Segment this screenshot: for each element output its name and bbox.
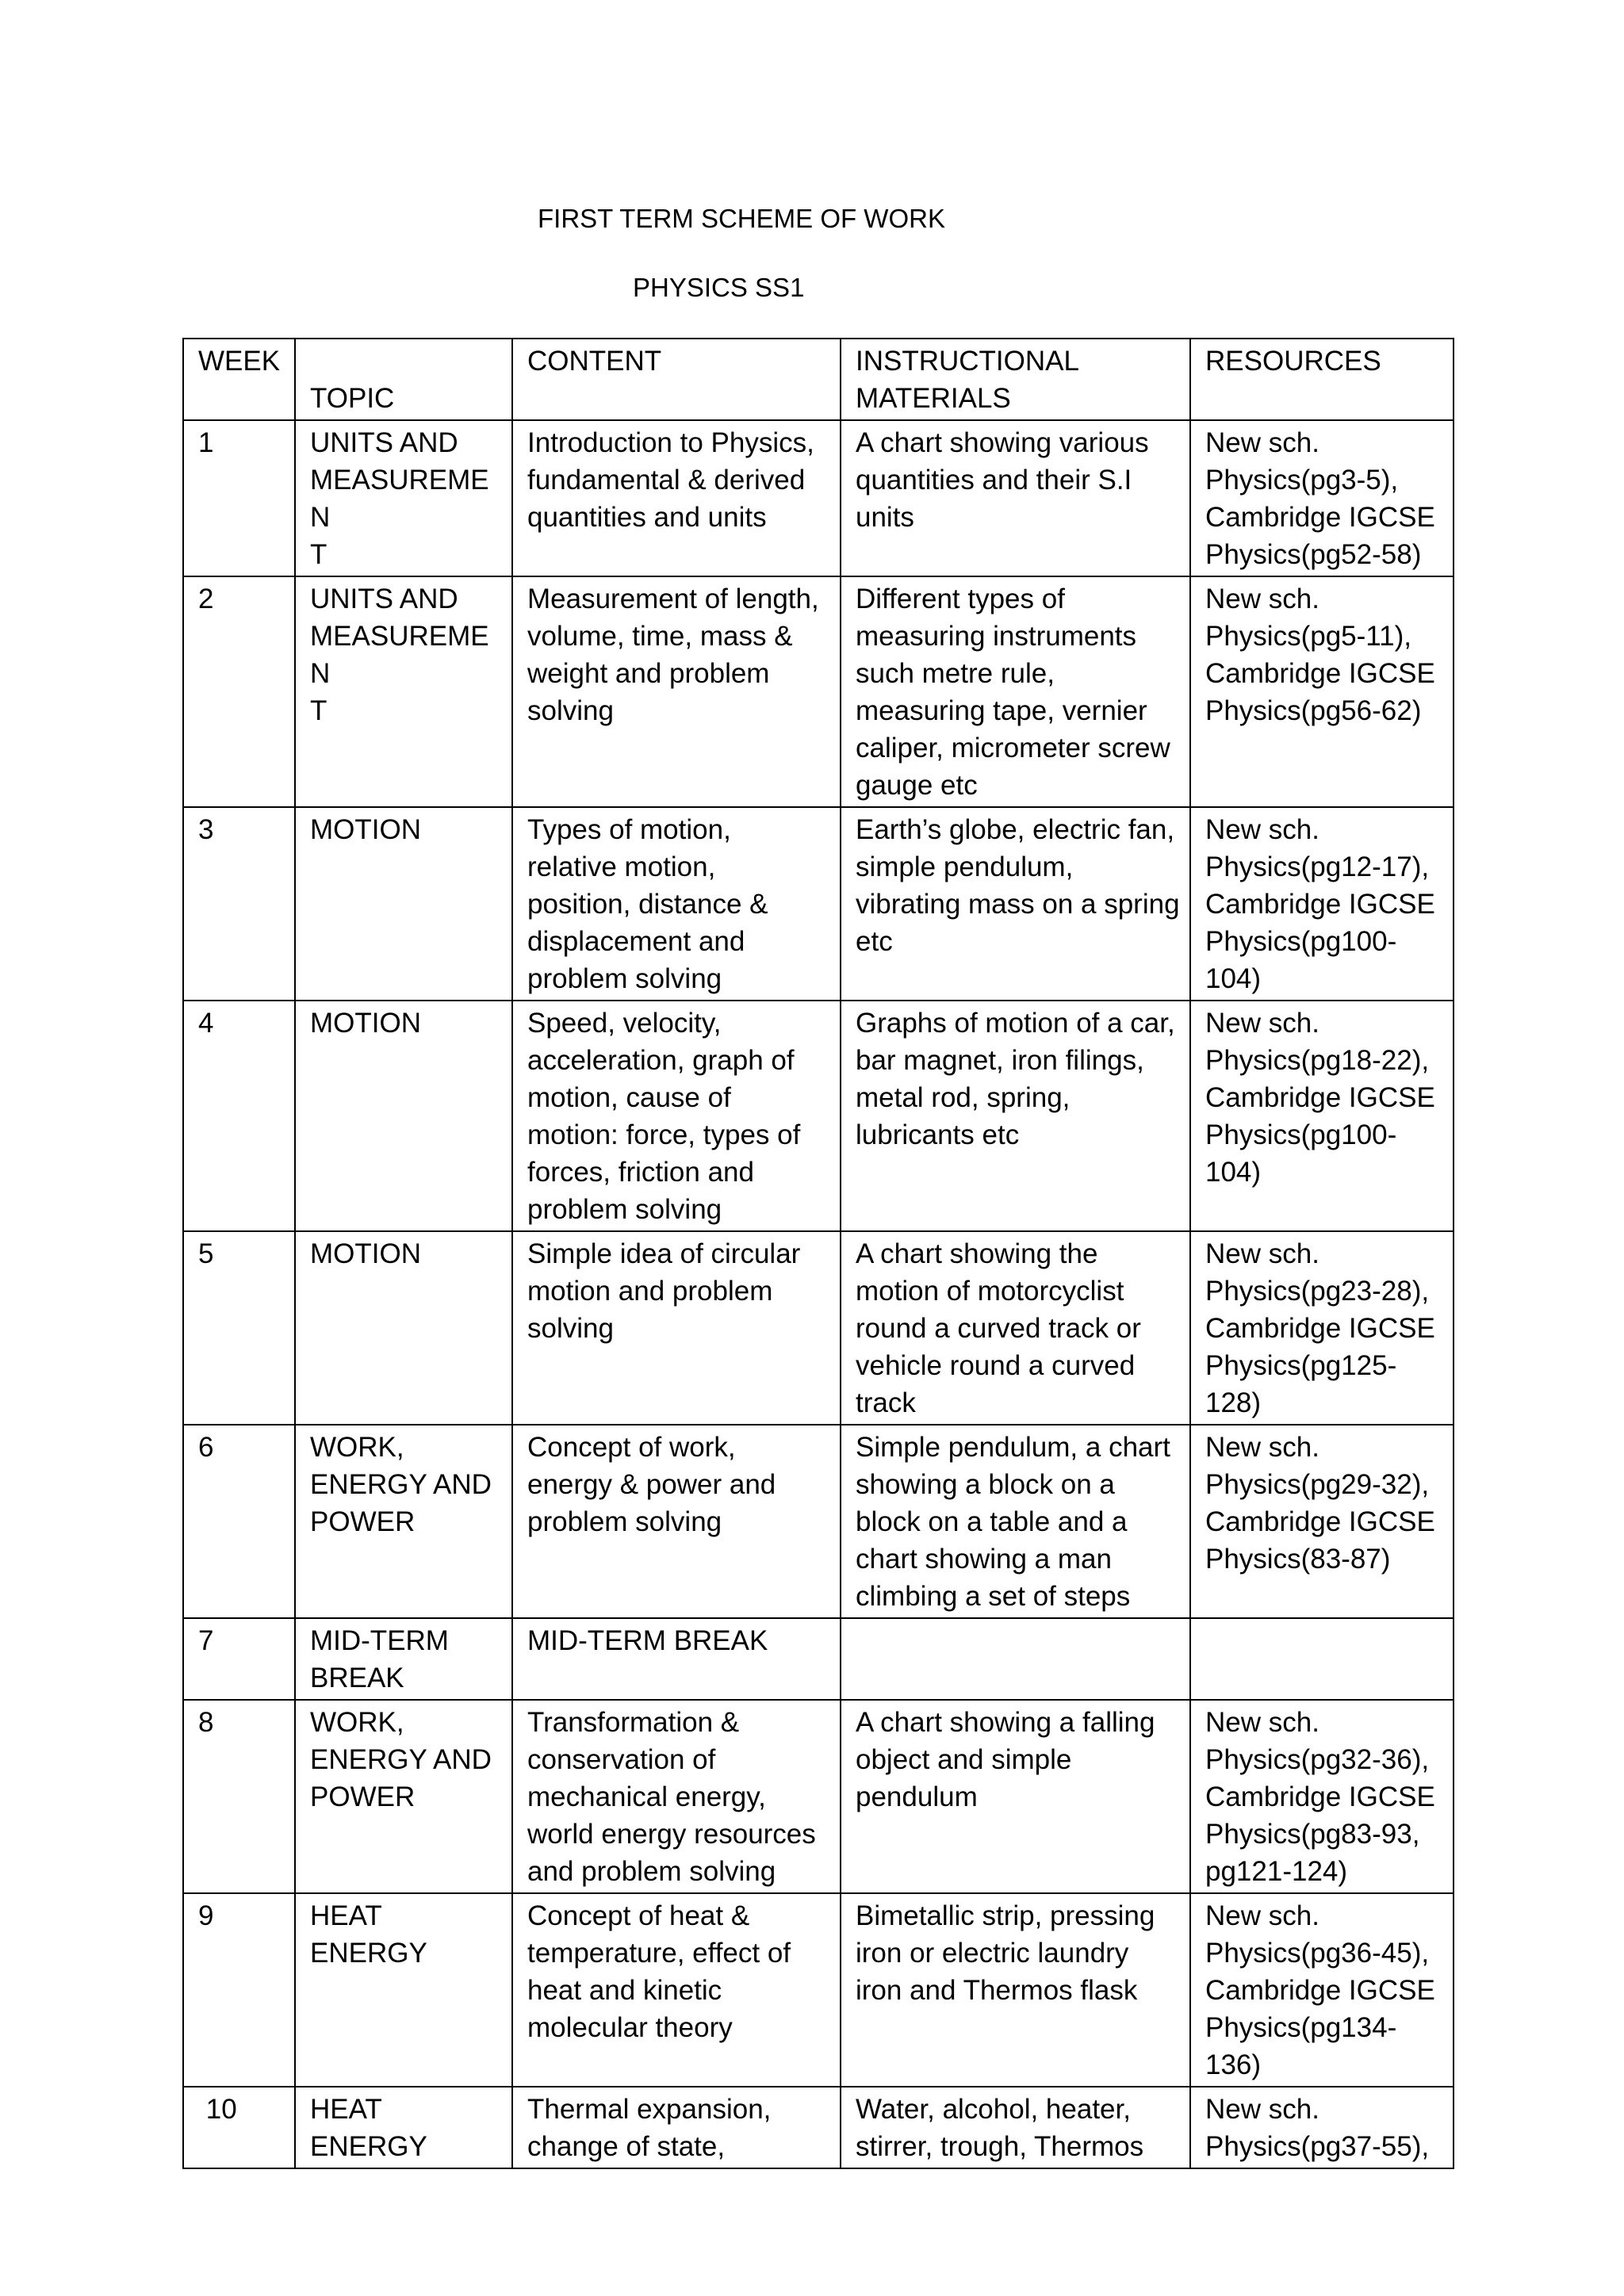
topic-cell: UNITS AND MEASUREMEN T — [295, 576, 512, 807]
resources-cell: New sch. Physics(pg32-36), Cambridge IGCSE Physics(pg83-93, pg121-124) — [1190, 1700, 1454, 1893]
instructional-materials-cell: Different types of measuring instruments such metre rule, measuring tape, vernier caliper, micrometer screw gauge etc — [841, 576, 1190, 807]
content-cell: Simple idea of circular motion and problem solving — [512, 1231, 841, 1425]
topic-cell: HEAT ENERGY — [295, 1893, 512, 2087]
instructional-materials-cell: Water, alcohol, heater, stirrer, trough, Thermos — [841, 2087, 1190, 2168]
topic-cell: MOTION — [295, 1231, 512, 1425]
content-cell: Measurement of length, volume, time, mass & weight and problem solving — [512, 576, 841, 807]
topic-cell: MID-TERM BREAK — [295, 1618, 512, 1700]
week-cell: 9 — [183, 1893, 295, 2087]
header-instructional-materials: INSTRUCTIONAL MATERIALS — [841, 339, 1190, 420]
table-row — [183, 1618, 1454, 1700]
instructional-materials-cell: A chart showing a falling object and simple pendulum — [841, 1700, 1190, 1893]
table-row — [183, 1893, 1454, 2087]
resources-cell: New sch. Physics(pg12-17), Cambridge IGCSE Physics(pg100- 104) — [1190, 807, 1454, 1001]
content-cell: Speed, velocity, acceleration, graph of motion, cause of motion: force, types of forces, friction and problem solving — [512, 1001, 841, 1231]
content-cell: Concept of heat & temperature, effect of heat and kinetic molecular theory — [512, 1893, 841, 2087]
resources-cell: New sch. Physics(pg3-5), Cambridge IGCSE Physics(pg52-58) — [1190, 420, 1454, 576]
topic-cell: MOTION — [295, 1001, 512, 1231]
week-cell: 7 — [183, 1618, 295, 1700]
content-cell: Transformation & conservation of mechanical energy, world energy resources and problem solving — [512, 1700, 841, 1893]
header-content: CONTENT — [512, 339, 841, 420]
instructional-materials-cell: Simple pendulum, a chart showing a block on a block on a table and a chart showing a man climbing a set of steps — [841, 1425, 1190, 1618]
topic-cell: WORK, ENERGY AND POWER — [295, 1700, 512, 1893]
table-row — [183, 1700, 1454, 1893]
header-resources: RESOURCES — [1190, 339, 1454, 420]
resources-cell — [1190, 1618, 1454, 1700]
topic-cell: WORK, ENERGY AND POWER — [295, 1425, 512, 1618]
table-row — [183, 2087, 1454, 2168]
table-row — [183, 1001, 1454, 1231]
instructional-materials-cell: Earth’s globe, electric fan, simple pendulum, vibrating mass on a spring etc — [841, 807, 1190, 1001]
header-week: WEEK — [183, 339, 295, 420]
week-cell: 3 — [183, 807, 295, 1001]
resources-cell: New sch. Physics(pg29-32), Cambridge IGCSE Physics(83-87) — [1190, 1425, 1454, 1618]
instructional-materials-cell: Graphs of motion of a car, bar magnet, iron filings, metal rod, spring, lubricants etc — [841, 1001, 1190, 1231]
topic-cell: HEAT ENERGY — [295, 2087, 512, 2168]
instructional-materials-cell: Bimetallic strip, pressing iron or electric laundry iron and Thermos flask — [841, 1893, 1190, 2087]
resources-cell: New sch. Physics(pg37-55), — [1190, 2087, 1454, 2168]
instructional-materials-cell: A chart showing various quantities and their S.I units — [841, 420, 1190, 576]
week-cell: 5 — [183, 1231, 295, 1425]
resources-cell: New sch. Physics(pg18-22), Cambridge IGCSE Physics(pg100- 104) — [1190, 1001, 1454, 1231]
table-header-row — [183, 339, 1454, 420]
resources-cell: New sch. Physics(pg23-28), Cambridge IGCSE Physics(pg125- 128) — [1190, 1231, 1454, 1425]
content-cell: Thermal expansion, change of state, — [512, 2087, 841, 2168]
resources-cell: New sch. Physics(pg36-45), Cambridge IGCSE Physics(pg134- 136) — [1190, 1893, 1454, 2087]
instructional-materials-cell — [841, 1618, 1190, 1700]
scheme-of-work-table — [182, 338, 1454, 2169]
header-topic — [295, 339, 512, 420]
resources-cell: New sch. Physics(pg5-11), Cambridge IGCSE Physics(pg56-62) — [1190, 576, 1454, 807]
topic-cell: UNITS AND MEASUREMEN T — [295, 420, 512, 576]
table-row — [183, 1231, 1454, 1425]
week-cell: 10 — [183, 2087, 295, 2168]
content-cell: Introduction to Physics, fundamental & derived quantities and units — [512, 420, 841, 576]
instructional-materials-cell: A chart showing the motion of motorcyclist round a curved track or vehicle round a curved track — [841, 1231, 1190, 1425]
table-row — [183, 576, 1454, 807]
table-row — [183, 420, 1454, 576]
week-cell: 2 — [183, 576, 295, 807]
content-cell: Concept of work, energy & power and problem solving — [512, 1425, 841, 1618]
document-title: FIRST TERM SCHEME OF WORK — [538, 204, 945, 233]
week-cell: 6 — [183, 1425, 295, 1618]
content-cell: MID-TERM BREAK — [512, 1618, 841, 1700]
topic-cell: MOTION — [295, 807, 512, 1001]
content-cell: Types of motion, relative motion, position, distance & displacement and problem solving — [512, 807, 841, 1001]
header-topic-label: TOPIC — [310, 383, 395, 414]
table-row — [183, 807, 1454, 1001]
table-row — [183, 1425, 1454, 1618]
document-subtitle: PHYSICS SS1 — [633, 273, 805, 302]
week-cell: 8 — [183, 1700, 295, 1893]
week-cell: 4 — [183, 1001, 295, 1231]
week-cell: 1 — [183, 420, 295, 576]
